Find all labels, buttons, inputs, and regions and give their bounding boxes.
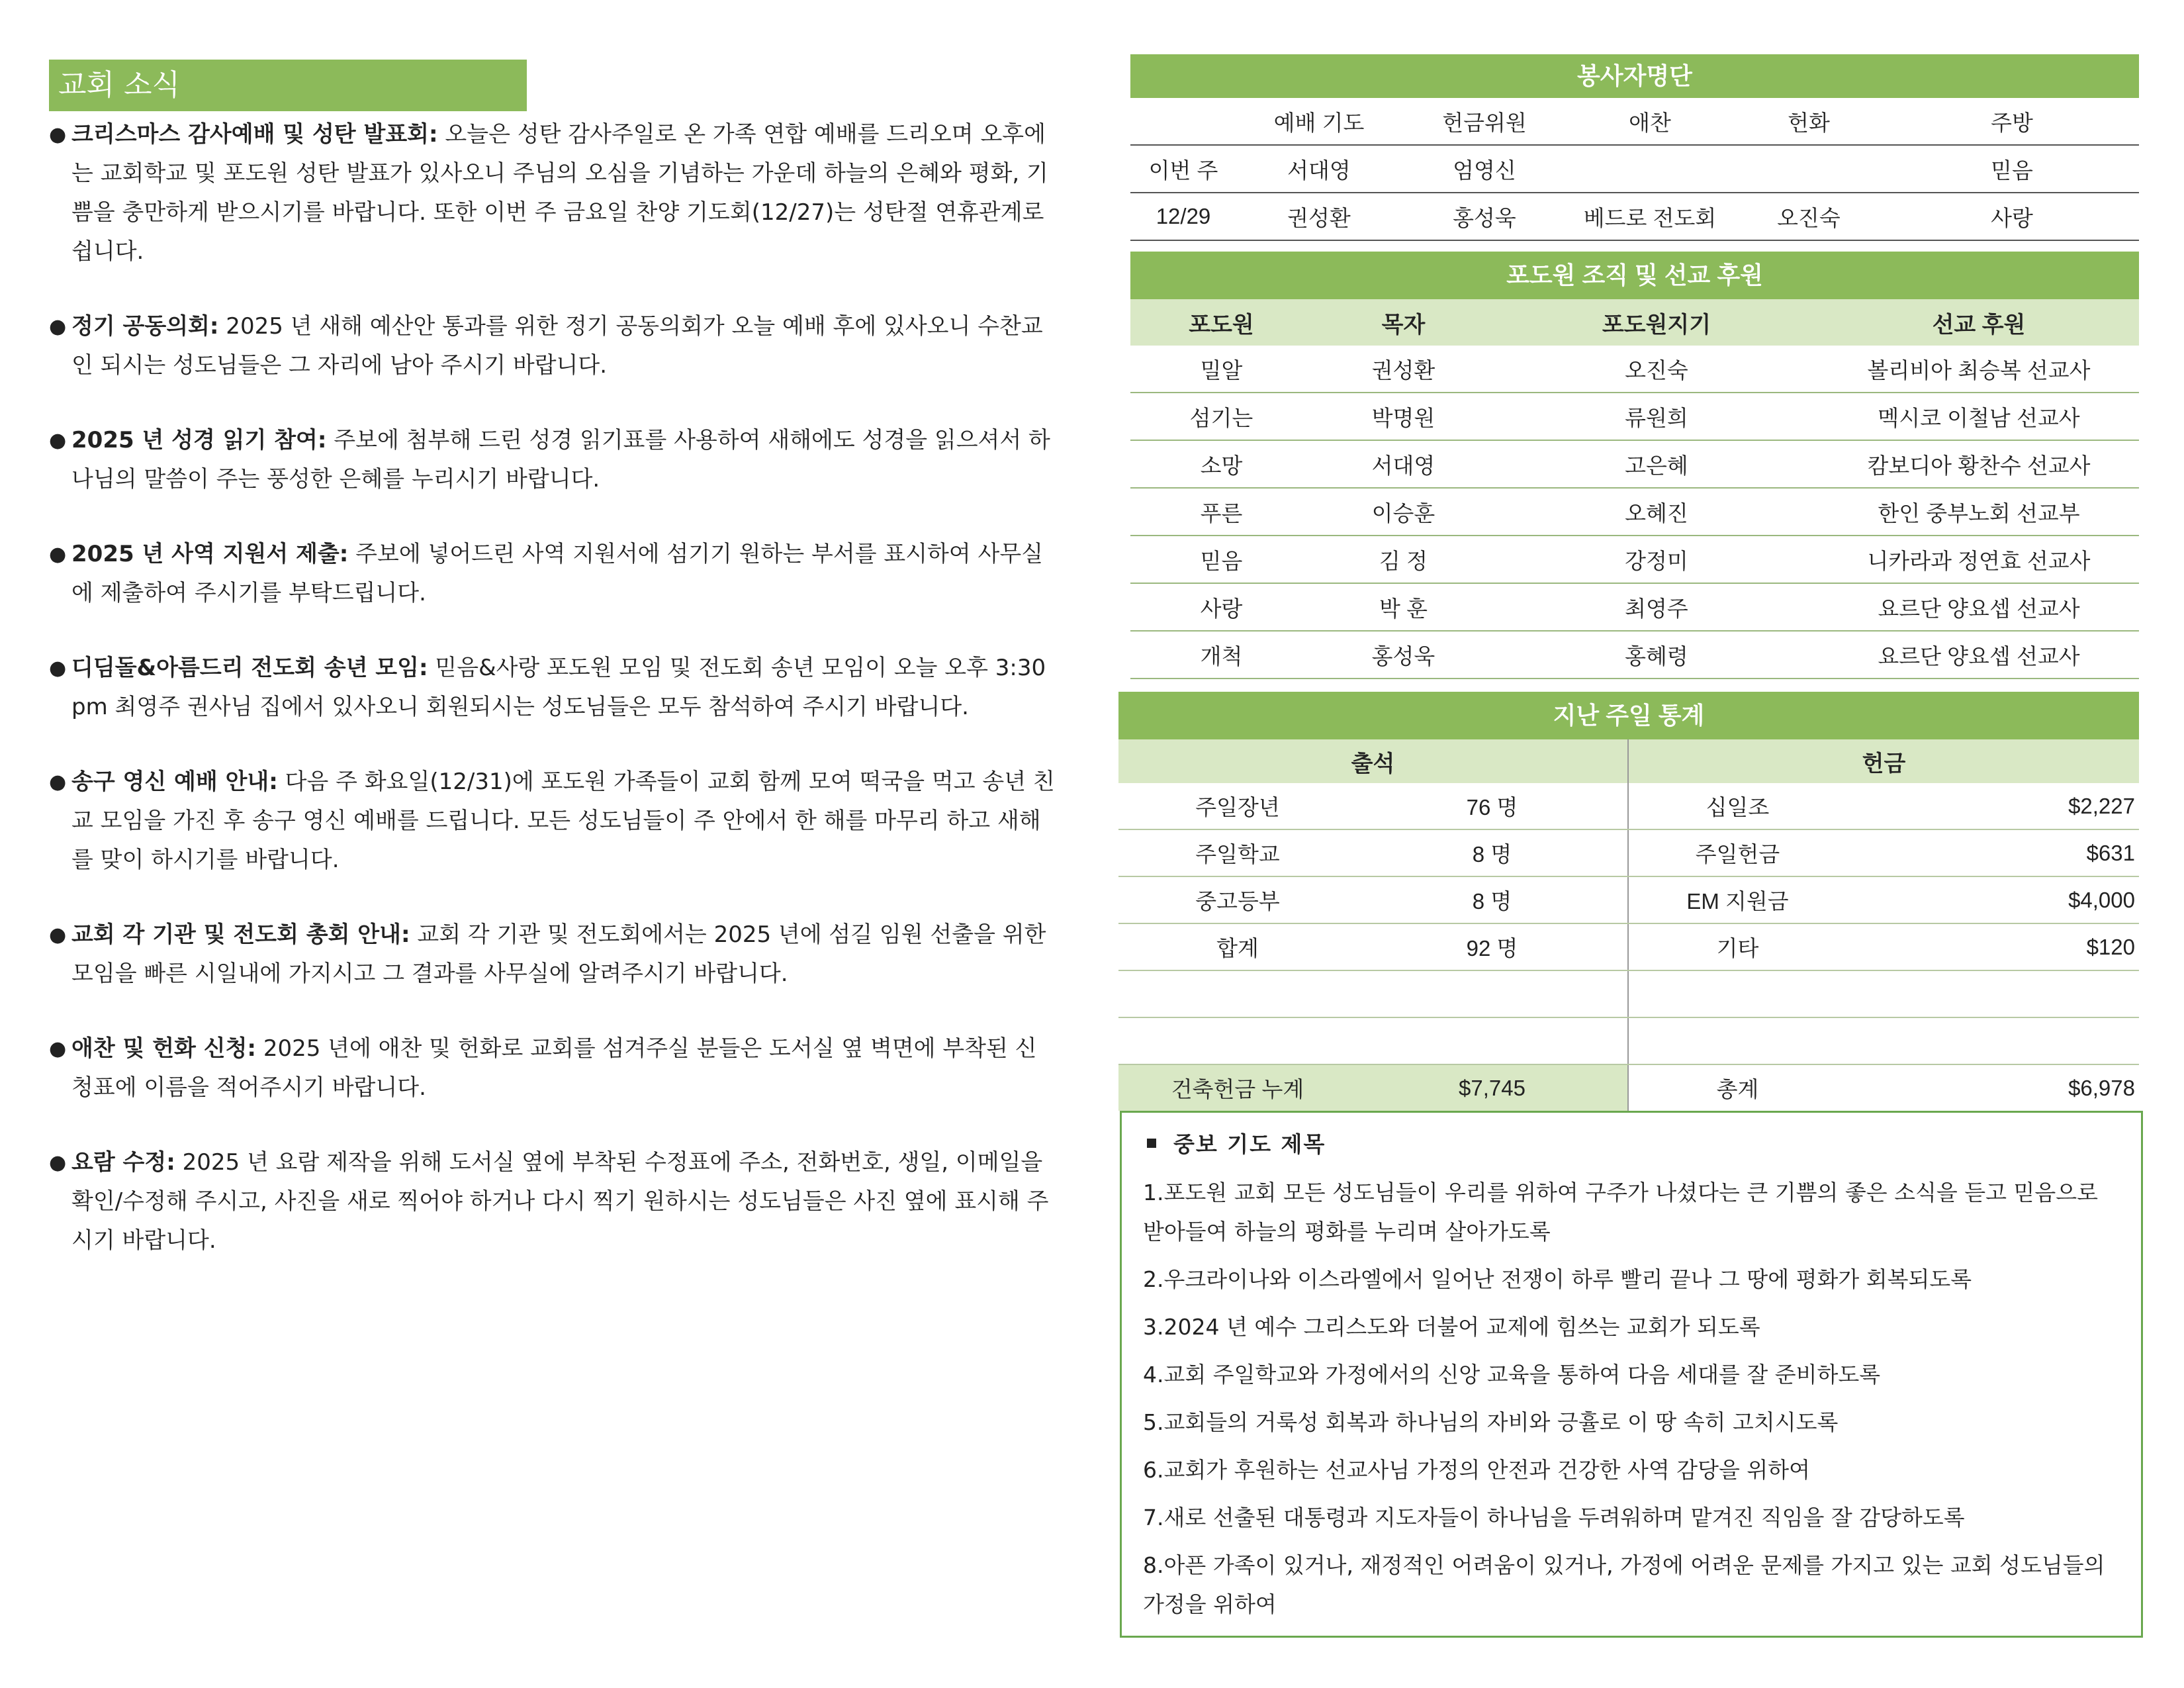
offering-header: 헌금 bbox=[1628, 739, 2139, 783]
news-item-body: 다음 주 화요일(12/31)에 포도원 가족들이 교회 함께 모여 떡국을 먹고 송년 친교 모임을 가진 후 송구 영신 예배를 드립니다. 모든 성도님들이 주 안에서 한 해를 마무리 하고 새해를 맞이 하시기를 바랍니다. bbox=[71, 769, 1055, 873]
table-cell: 믿음 bbox=[1130, 536, 1312, 583]
volunteer-header-cell: 애찬 bbox=[1567, 98, 1733, 145]
news-item-body: 주보에 넣어드린 사역 지원서에 섬기기 원하는 부서를 표시하여 사무실에 제출하여 주시기를 부탁드립니다. bbox=[71, 541, 1044, 606]
news-item bbox=[49, 535, 1055, 613]
news-item-heading: 2025 년 성경 읽기 참여: bbox=[71, 427, 327, 453]
table-row bbox=[1130, 193, 2139, 240]
statistics-title: 지난 주일 통계 bbox=[1118, 692, 2139, 739]
table-cell: 12/29 bbox=[1130, 193, 1236, 240]
news-item-heading: 요람 수정: bbox=[71, 1149, 175, 1176]
table-cell bbox=[1357, 1017, 1628, 1064]
prayer-item: 5.교회들의 거룩성 회복과 하나님의 자비와 긍휼로 이 땅 속히 고치시도록 bbox=[1143, 1409, 1839, 1435]
table-row bbox=[1118, 970, 2139, 1017]
news-item-body: 믿음&사랑 포도원 모임 및 전도회 송년 모임이 오늘 오후 3:30 pm 최영주 권사님 집에서 있사오니 회원되시는 성도님들은 모두 참석하여 주시기 바랍니다. bbox=[71, 655, 1046, 720]
table-cell: $4,000 bbox=[1846, 876, 2139, 923]
table-row bbox=[1118, 923, 2139, 970]
table-cell: 서대영 bbox=[1236, 145, 1402, 193]
table-cell: 서대영 bbox=[1312, 440, 1494, 488]
table-row bbox=[1118, 876, 2139, 923]
table-cell bbox=[1628, 970, 1846, 1017]
table-cell bbox=[1846, 970, 2139, 1017]
table-cell bbox=[1846, 1017, 2139, 1064]
table-cell: 홍혜령 bbox=[1494, 631, 1819, 679]
news-item bbox=[49, 307, 1055, 385]
table-cell: 92 명 bbox=[1357, 923, 1628, 970]
volunteer-header-cell: 헌화 bbox=[1733, 98, 1885, 145]
news-item bbox=[49, 649, 1055, 727]
table-cell: 오진숙 bbox=[1733, 193, 1885, 240]
statistics-section bbox=[1118, 692, 2139, 1111]
table-cell: 권성환 bbox=[1312, 346, 1494, 393]
prayer-item: 3.2024 년 예수 그리스도와 더불어 교제에 힘쓰는 교회가 되도록 bbox=[1143, 1314, 1760, 1340]
table-cell: 한인 중부노회 선교부 bbox=[1819, 488, 2139, 536]
table-cell: 십일조 bbox=[1628, 783, 1846, 829]
volunteer-header-cell bbox=[1130, 98, 1236, 145]
table-row bbox=[1130, 346, 2139, 393]
volunteer-header-cell: 예배 기도 bbox=[1236, 98, 1402, 145]
bullet-icon: ● bbox=[49, 123, 67, 146]
news-item bbox=[49, 763, 1055, 880]
table-cell: 주일헌금 bbox=[1628, 829, 1846, 876]
prayer-item: 7.새로 선출된 대통령과 지도자들이 하나님을 두려워하며 맡겨진 직임을 잘 감당하도록 bbox=[1143, 1505, 1965, 1530]
table-cell: 이번 주 bbox=[1130, 145, 1236, 193]
bullet-icon: ● bbox=[49, 923, 67, 947]
table-cell: $120 bbox=[1846, 923, 2139, 970]
table-cell: 주일학교 bbox=[1118, 829, 1357, 876]
table-cell: 류원희 bbox=[1494, 393, 1819, 440]
table-cell: EM 지원금 bbox=[1628, 876, 1846, 923]
table-row bbox=[1130, 393, 2139, 440]
volunteer-header-cell: 주방 bbox=[1885, 98, 2139, 145]
building-fund-value: $7,745 bbox=[1357, 1064, 1628, 1111]
prayer-title-text: 중보 기도 제목 bbox=[1173, 1131, 1326, 1157]
table-cell: 강정미 bbox=[1494, 536, 1819, 583]
table-cell: 푸른 bbox=[1130, 488, 1312, 536]
news-item-heading: 애찬 및 헌화 신청: bbox=[71, 1035, 257, 1062]
bullet-icon: ● bbox=[49, 543, 67, 566]
table-cell: 요르단 양요셉 선교사 bbox=[1819, 583, 2139, 631]
news-item-body: 오늘은 성탄 감사주일로 온 가족 연합 예배를 드리오며 오후에는 교회학교 및 포도원 성탄 발표가 있사오니 주님의 오심을 기념하는 가운데 하늘의 은혜와 평화, 기쁨을 충만하게 받으시기를 바랍니다. 또한 이번 주 금요일 찬양 기도회(12/27)는 성탄절 연휴관계로 쉽니다. bbox=[71, 121, 1048, 265]
table-cell: 믿음 bbox=[1885, 145, 2139, 193]
table-row bbox=[1130, 631, 2139, 679]
volunteer-table bbox=[1130, 98, 2139, 241]
statistics-total-row bbox=[1118, 1064, 2139, 1111]
table-cell: 볼리비아 최승복 선교사 bbox=[1819, 346, 2139, 393]
table-cell: 섬기는 bbox=[1130, 393, 1312, 440]
organization-header-cell: 포도원지기 bbox=[1494, 299, 1819, 346]
table-cell: 권성환 bbox=[1236, 193, 1402, 240]
news-item-body: 2025 년 요람 제작을 위해 도서실 옆에 부착된 수정표에 주소, 전화번호, 생일, 이메일을 확인/수정해 주시고, 사진을 새로 찍어야 하거나 다시 찍기 원하시는 성도님들은 사진 옆에 표시해 주시기 바랍니다. bbox=[71, 1149, 1049, 1254]
table-cell: 76 명 bbox=[1357, 783, 1628, 829]
table-cell: 주일장년 bbox=[1118, 783, 1357, 829]
bullet-icon: ● bbox=[49, 429, 67, 452]
table-cell: 김 정 bbox=[1312, 536, 1494, 583]
bullet-icon: ● bbox=[49, 657, 67, 680]
table-cell bbox=[1733, 145, 1885, 193]
table-cell: 고은혜 bbox=[1494, 440, 1819, 488]
table-cell: 오혜진 bbox=[1494, 488, 1819, 536]
prayer-item: 1.포도원 교회 모든 성도님들이 우리를 위하여 구주가 나셨다는 큰 기쁨의 좋은 소식을 듣고 믿음으로 받아들여 하늘의 평화를 누리며 살아가도록 bbox=[1143, 1180, 2098, 1244]
statistics-header-row bbox=[1118, 739, 2139, 783]
table-cell: 이승훈 bbox=[1312, 488, 1494, 536]
statistics-table bbox=[1118, 739, 2139, 1111]
organization-header-cell: 포도원 bbox=[1130, 299, 1312, 346]
table-cell bbox=[1567, 145, 1733, 193]
table-cell: $2,227 bbox=[1846, 783, 2139, 829]
table-cell: 밀알 bbox=[1130, 346, 1312, 393]
organization-section bbox=[1130, 252, 2139, 679]
organization-header-row bbox=[1130, 299, 2139, 346]
table-cell: 합계 bbox=[1118, 923, 1357, 970]
table-row bbox=[1118, 783, 2139, 829]
organization-header-cell: 목자 bbox=[1312, 299, 1494, 346]
table-cell: 오진숙 bbox=[1494, 346, 1819, 393]
table-cell: 사랑 bbox=[1130, 583, 1312, 631]
news-item bbox=[49, 115, 1055, 271]
table-row bbox=[1118, 1017, 2139, 1064]
total-value: $6,978 bbox=[1846, 1064, 2139, 1111]
table-cell: 사랑 bbox=[1885, 193, 2139, 240]
table-cell: 최영주 bbox=[1494, 583, 1819, 631]
prayer-item: 4.교회 주일학교와 가정에서의 신앙 교육을 통하여 다음 세대를 잘 준비하도록 bbox=[1143, 1362, 1881, 1387]
news-list bbox=[49, 115, 1055, 1260]
table-cell: 베드로 전도회 bbox=[1567, 193, 1733, 240]
prayer-section bbox=[1120, 1111, 2143, 1638]
table-cell: 멕시코 이철남 선교사 bbox=[1819, 393, 2139, 440]
table-cell: 홍성욱 bbox=[1402, 193, 1567, 240]
attendance-header: 출석 bbox=[1118, 739, 1628, 783]
table-row bbox=[1130, 440, 2139, 488]
organization-table bbox=[1130, 299, 2139, 679]
table-cell bbox=[1118, 970, 1357, 1017]
table-cell: 개척 bbox=[1130, 631, 1312, 679]
volunteer-section bbox=[1130, 54, 2139, 241]
table-row bbox=[1130, 488, 2139, 536]
church-news-section bbox=[49, 60, 1055, 1296]
bullet-icon: ● bbox=[49, 315, 67, 338]
news-item bbox=[49, 1029, 1055, 1107]
news-item-body: 2025 년에 애찬 및 헌화로 교회를 섬겨주실 분들은 도서실 옆 벽면에 부착된 신청표에 이름을 적어주시기 바랍니다. bbox=[71, 1035, 1037, 1101]
news-item bbox=[49, 1143, 1055, 1260]
bullet-icon: ● bbox=[49, 771, 67, 794]
news-item-heading: 정기 공동의회: bbox=[71, 313, 219, 340]
table-row bbox=[1118, 829, 2139, 876]
news-item-heading: 2025 년 사역 지원서 제출: bbox=[71, 541, 349, 567]
news-item-heading: 교회 각 기관 및 전도회 총회 안내: bbox=[71, 921, 410, 948]
table-cell: 8 명 bbox=[1357, 829, 1628, 876]
news-item-heading: 송구 영신 예배 안내: bbox=[71, 769, 278, 795]
table-row bbox=[1130, 583, 2139, 631]
table-cell: 요르단 양요셉 선교사 bbox=[1819, 631, 2139, 679]
table-cell: 기타 bbox=[1628, 923, 1846, 970]
prayer-item: 2.우크라이나와 이스라엘에서 일어난 전쟁이 하루 빨리 끝나 그 땅에 평화가 회복되도록 bbox=[1143, 1266, 1972, 1292]
table-cell: 소망 bbox=[1130, 440, 1312, 488]
news-item-heading: 디딤돌&아름드리 전도회 송년 모임: bbox=[71, 655, 428, 681]
news-item bbox=[49, 421, 1055, 499]
news-item-body: 2025 년 새해 예산안 통과를 위한 정기 공동의회가 오늘 예배 후에 있사오니 수찬교인 되시는 성도님들은 그 자리에 남아 주시기 바랍니다. bbox=[71, 313, 1043, 379]
table-cell: 중고등부 bbox=[1118, 876, 1357, 923]
total-label: 총계 bbox=[1628, 1064, 1846, 1111]
table-cell: $631 bbox=[1846, 829, 2139, 876]
table-cell: 엄영신 bbox=[1402, 145, 1567, 193]
church-news-title: 교회 소식 bbox=[49, 60, 527, 111]
table-row bbox=[1130, 536, 2139, 583]
table-cell: 박 훈 bbox=[1312, 583, 1494, 631]
volunteer-title: 봉사자명단 bbox=[1130, 54, 2139, 98]
news-item-body: 교회 각 기관 및 전도회에서는 2025 년에 섬길 임원 선출을 위한 모임을 빠른 시일내에 가지시고 그 결과를 사무실에 알려주시기 바랍니다. bbox=[71, 921, 1046, 987]
table-cell bbox=[1628, 1017, 1846, 1064]
prayer-item: 6.교회가 후원하는 선교사님 가정의 안전과 건강한 사역 감당을 위하여 bbox=[1143, 1457, 1810, 1483]
table-cell: 홍성욱 bbox=[1312, 631, 1494, 679]
prayer-title bbox=[1147, 1127, 2115, 1158]
volunteer-header-row bbox=[1130, 98, 2139, 145]
organization-header-cell: 선교 후원 bbox=[1819, 299, 2139, 346]
volunteer-header-cell: 헌금위원 bbox=[1402, 98, 1567, 145]
organization-title: 포도원 조직 및 선교 후원 bbox=[1130, 252, 2139, 299]
table-cell: 8 명 bbox=[1357, 876, 1628, 923]
table-row bbox=[1130, 145, 2139, 193]
building-fund-label: 건축헌금 누계 bbox=[1118, 1064, 1357, 1111]
bullet-icon: ● bbox=[49, 1151, 67, 1174]
table-cell bbox=[1118, 1017, 1357, 1064]
bullet-icon: ● bbox=[49, 1037, 67, 1060]
prayer-item: 8.아픈 가족이 있거나, 재정적인 어려움이 있거나, 가정에 어려운 문제를 가지고 있는 교회 성도님들의 가정을 위하여 bbox=[1143, 1552, 2105, 1617]
table-cell: 캄보디아 황찬수 선교사 bbox=[1819, 440, 2139, 488]
news-item-body: 주보에 첨부해 드린 성경 읽기표를 사용하여 새해에도 성경을 읽으셔서 하나님의 말씀이 주는 풍성한 은혜를 누리시기 바랍니다. bbox=[71, 427, 1050, 492]
news-item-heading: 크리스마스 감사예배 및 성탄 발표회: bbox=[71, 121, 438, 148]
news-item bbox=[49, 915, 1055, 994]
table-cell: 니카라과 정연효 선교사 bbox=[1819, 536, 2139, 583]
square-bullet-icon bbox=[1147, 1139, 1156, 1148]
table-cell: 박명원 bbox=[1312, 393, 1494, 440]
table-cell bbox=[1357, 970, 1628, 1017]
